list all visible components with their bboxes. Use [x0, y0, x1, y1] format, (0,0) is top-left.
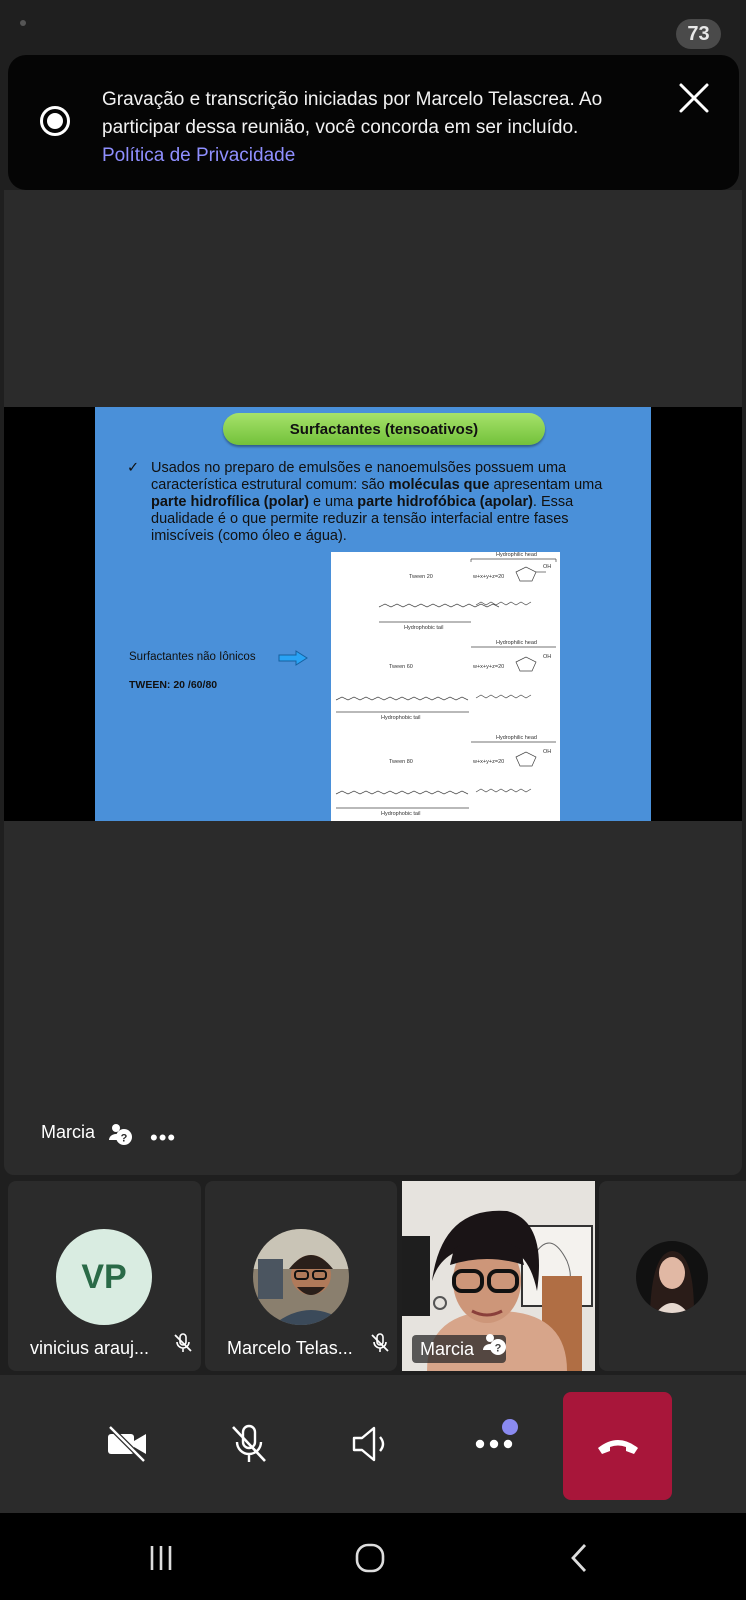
banner-message-text: Gravação e transcrição iniciadas por Marcelo Telascrea. Ao participar dessa reunião, você concorda em ser incluído. — [102, 89, 603, 138]
head-label-2: Hydrophilic head — [496, 640, 537, 646]
slide-text-3: e uma — [308, 494, 358, 510]
camera-off-icon[interactable] — [103, 1420, 151, 1468]
slide-text-1: Usados no preparo de emulsões e nanoemulsões possuem uma característica estrutural comum: são — [151, 460, 567, 493]
participant-tile-vinicius[interactable] — [8, 1181, 201, 1371]
head-label-1: Hydrophilic head — [496, 552, 537, 558]
slide-bold-3: parte hidrofóbica (apolar) — [357, 494, 533, 510]
formula-2: w+x+y+z=20 — [473, 664, 505, 670]
tween-60-label: Tween 60 — [389, 664, 413, 670]
arrow-right-icon — [278, 650, 308, 671]
home-icon[interactable] — [348, 1538, 392, 1578]
participant-name: vinicius arauj... — [30, 1338, 150, 1358]
record-icon — [40, 106, 70, 136]
back-icon[interactable] — [558, 1538, 602, 1578]
close-icon[interactable] — [676, 80, 712, 116]
mic-off-icon — [172, 1332, 194, 1359]
slide-bold-1: moléculas que — [388, 477, 490, 493]
oh-label-3: OH — [543, 749, 552, 755]
oh-label-2: OH — [543, 654, 552, 660]
banner-message — [102, 86, 642, 170]
slide-text-4: . Essa dualidade é o que permite reduzir a tensão interfacial entre fases imiscíveis (como óleo e água). — [151, 494, 574, 544]
oh-label-1: OH — [543, 564, 552, 570]
participant-name: Marcelo Telas... — [227, 1338, 353, 1358]
nonionic-label: Surfactantes não Iônicos — [129, 651, 256, 663]
status-dot — [20, 20, 26, 26]
tail-label-1: Hydrophobic tail — [404, 625, 444, 631]
tail-label-2: Hydrophobic tail — [381, 715, 421, 721]
mic-off-icon[interactable] — [225, 1420, 273, 1468]
slide-title: Surfactantes (tensoativos) — [223, 413, 545, 445]
unverified-user-icon — [482, 1331, 508, 1362]
tween-20-label: Tween 20 — [409, 574, 433, 580]
presentation-slide — [95, 407, 651, 821]
participant-name: Marcia — [420, 1338, 475, 1359]
hang-up-button[interactable] — [563, 1392, 672, 1500]
checkmark-icon: ✓ — [127, 460, 140, 476]
participant-count-badge[interactable]: 73 — [676, 19, 721, 49]
slide-bold-2: parte hidrofílica (polar) — [151, 494, 309, 510]
tween-80-label: Tween 80 — [389, 759, 413, 765]
chemical-structures — [331, 552, 560, 821]
svg-text:?: ? — [494, 1342, 502, 1355]
presenter-name: Marcia — [41, 1122, 96, 1142]
recent-apps-icon[interactable] — [139, 1538, 183, 1578]
mic-off-icon — [369, 1332, 391, 1359]
unverified-user-icon — [108, 1121, 134, 1152]
tail-label-3: Hydrophobic tail — [381, 811, 421, 817]
tween-structures-diagram — [331, 552, 560, 821]
participant-tile-4[interactable] — [599, 1181, 746, 1371]
notification-dot — [502, 1419, 518, 1435]
presenter-more-icon[interactable]: ••• — [150, 1125, 177, 1150]
privacy-policy-link[interactable]: Política de Privacidade — [102, 145, 296, 166]
slide-body — [129, 460, 629, 545]
formula-1: w+x+y+z=20 — [473, 574, 505, 580]
slide-text-2: apresentam uma — [489, 477, 603, 493]
tween-label: TWEEN: 20 /60/80 — [129, 679, 218, 691]
participant-tile-marcelo[interactable] — [205, 1181, 397, 1371]
speaker-icon[interactable] — [347, 1420, 395, 1468]
avatar: VP — [56, 1229, 152, 1325]
avatar — [253, 1229, 349, 1325]
svg-text:?: ? — [120, 1132, 128, 1145]
participant-tile-marcia[interactable] — [402, 1181, 595, 1371]
avatar — [636, 1241, 708, 1313]
hang-up-icon — [595, 1434, 641, 1458]
formula-3: w+x+y+z=20 — [473, 759, 505, 765]
head-label-3: Hydrophilic head — [496, 735, 537, 741]
